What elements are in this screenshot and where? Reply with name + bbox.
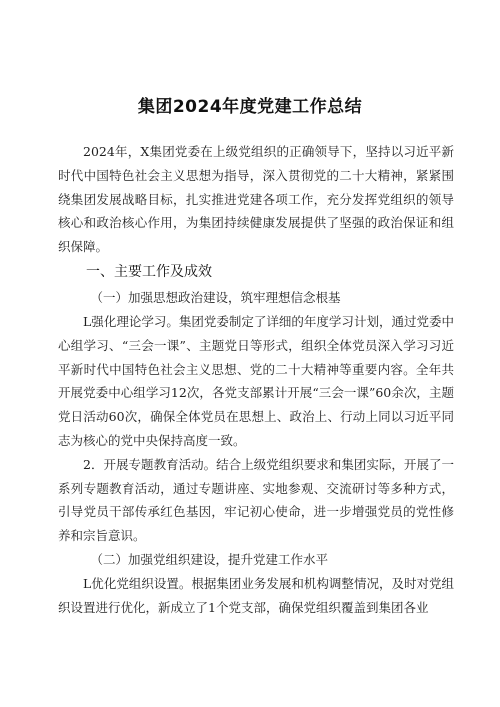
section-heading-1: 一、主要工作及成效 — [86, 263, 212, 280]
paragraph-theory-study: L强化理论学习。集团党委制定了详细的年度学习计划，通过党委中心组学习、“三会一课”、主题党日等形式，组织全体党员深入学习习近平新时代中国特色社会主义思想、党的二十大精神等重要内容。全年共开展党委中心组学习12次，各党支部累计开展“三会一课”60余次，主题党日活动60次，确保全体党员在思想上、政治上、行动上同以习近平同志为核心的党中央保持高度一致。 — [58, 313, 454, 448]
paragraph-special-education: 2．开展专题教育活动。结合上级党组织要求和集团实际，开展了一系列专题教育活动，通过专题讲座、实地参观、交流研讨等多种方式，引导党员干部传承红色基因，牢记初心使命，进一步增强党员的党性修养和宗旨意识。 — [58, 456, 454, 544]
paragraph-organization-setup: L优化党组织设置。根据集团业务发展和机构调整情况，及时对党组织设置进行优化，新成立了1个党支部，确保党组织覆盖到集团各业 — [58, 575, 454, 615]
document-title: 集团2024年度党建工作总结 — [137, 97, 363, 117]
intro-paragraph: 2024年，X集团党委在上级党组织的正确领导下，坚持以习近平新时代中国特色社会主义思想为指导，深入贯彻党的二十大精神，紧紧围绕集团发展战略目标，扎实推进党建各项工作，充分发挥党组织的领导核心和政治核心作用，为集团持续健康发展提供了坚强的政治保证和组织保障。 — [58, 144, 454, 255]
subsection-heading-2: （二）加强党组织建设，提升党建工作水平 — [90, 551, 329, 567]
document-body — [58, 140, 454, 620]
subsection-heading-1: （一）加强思想政治建设，筑牢理想信念根基 — [90, 289, 341, 305]
